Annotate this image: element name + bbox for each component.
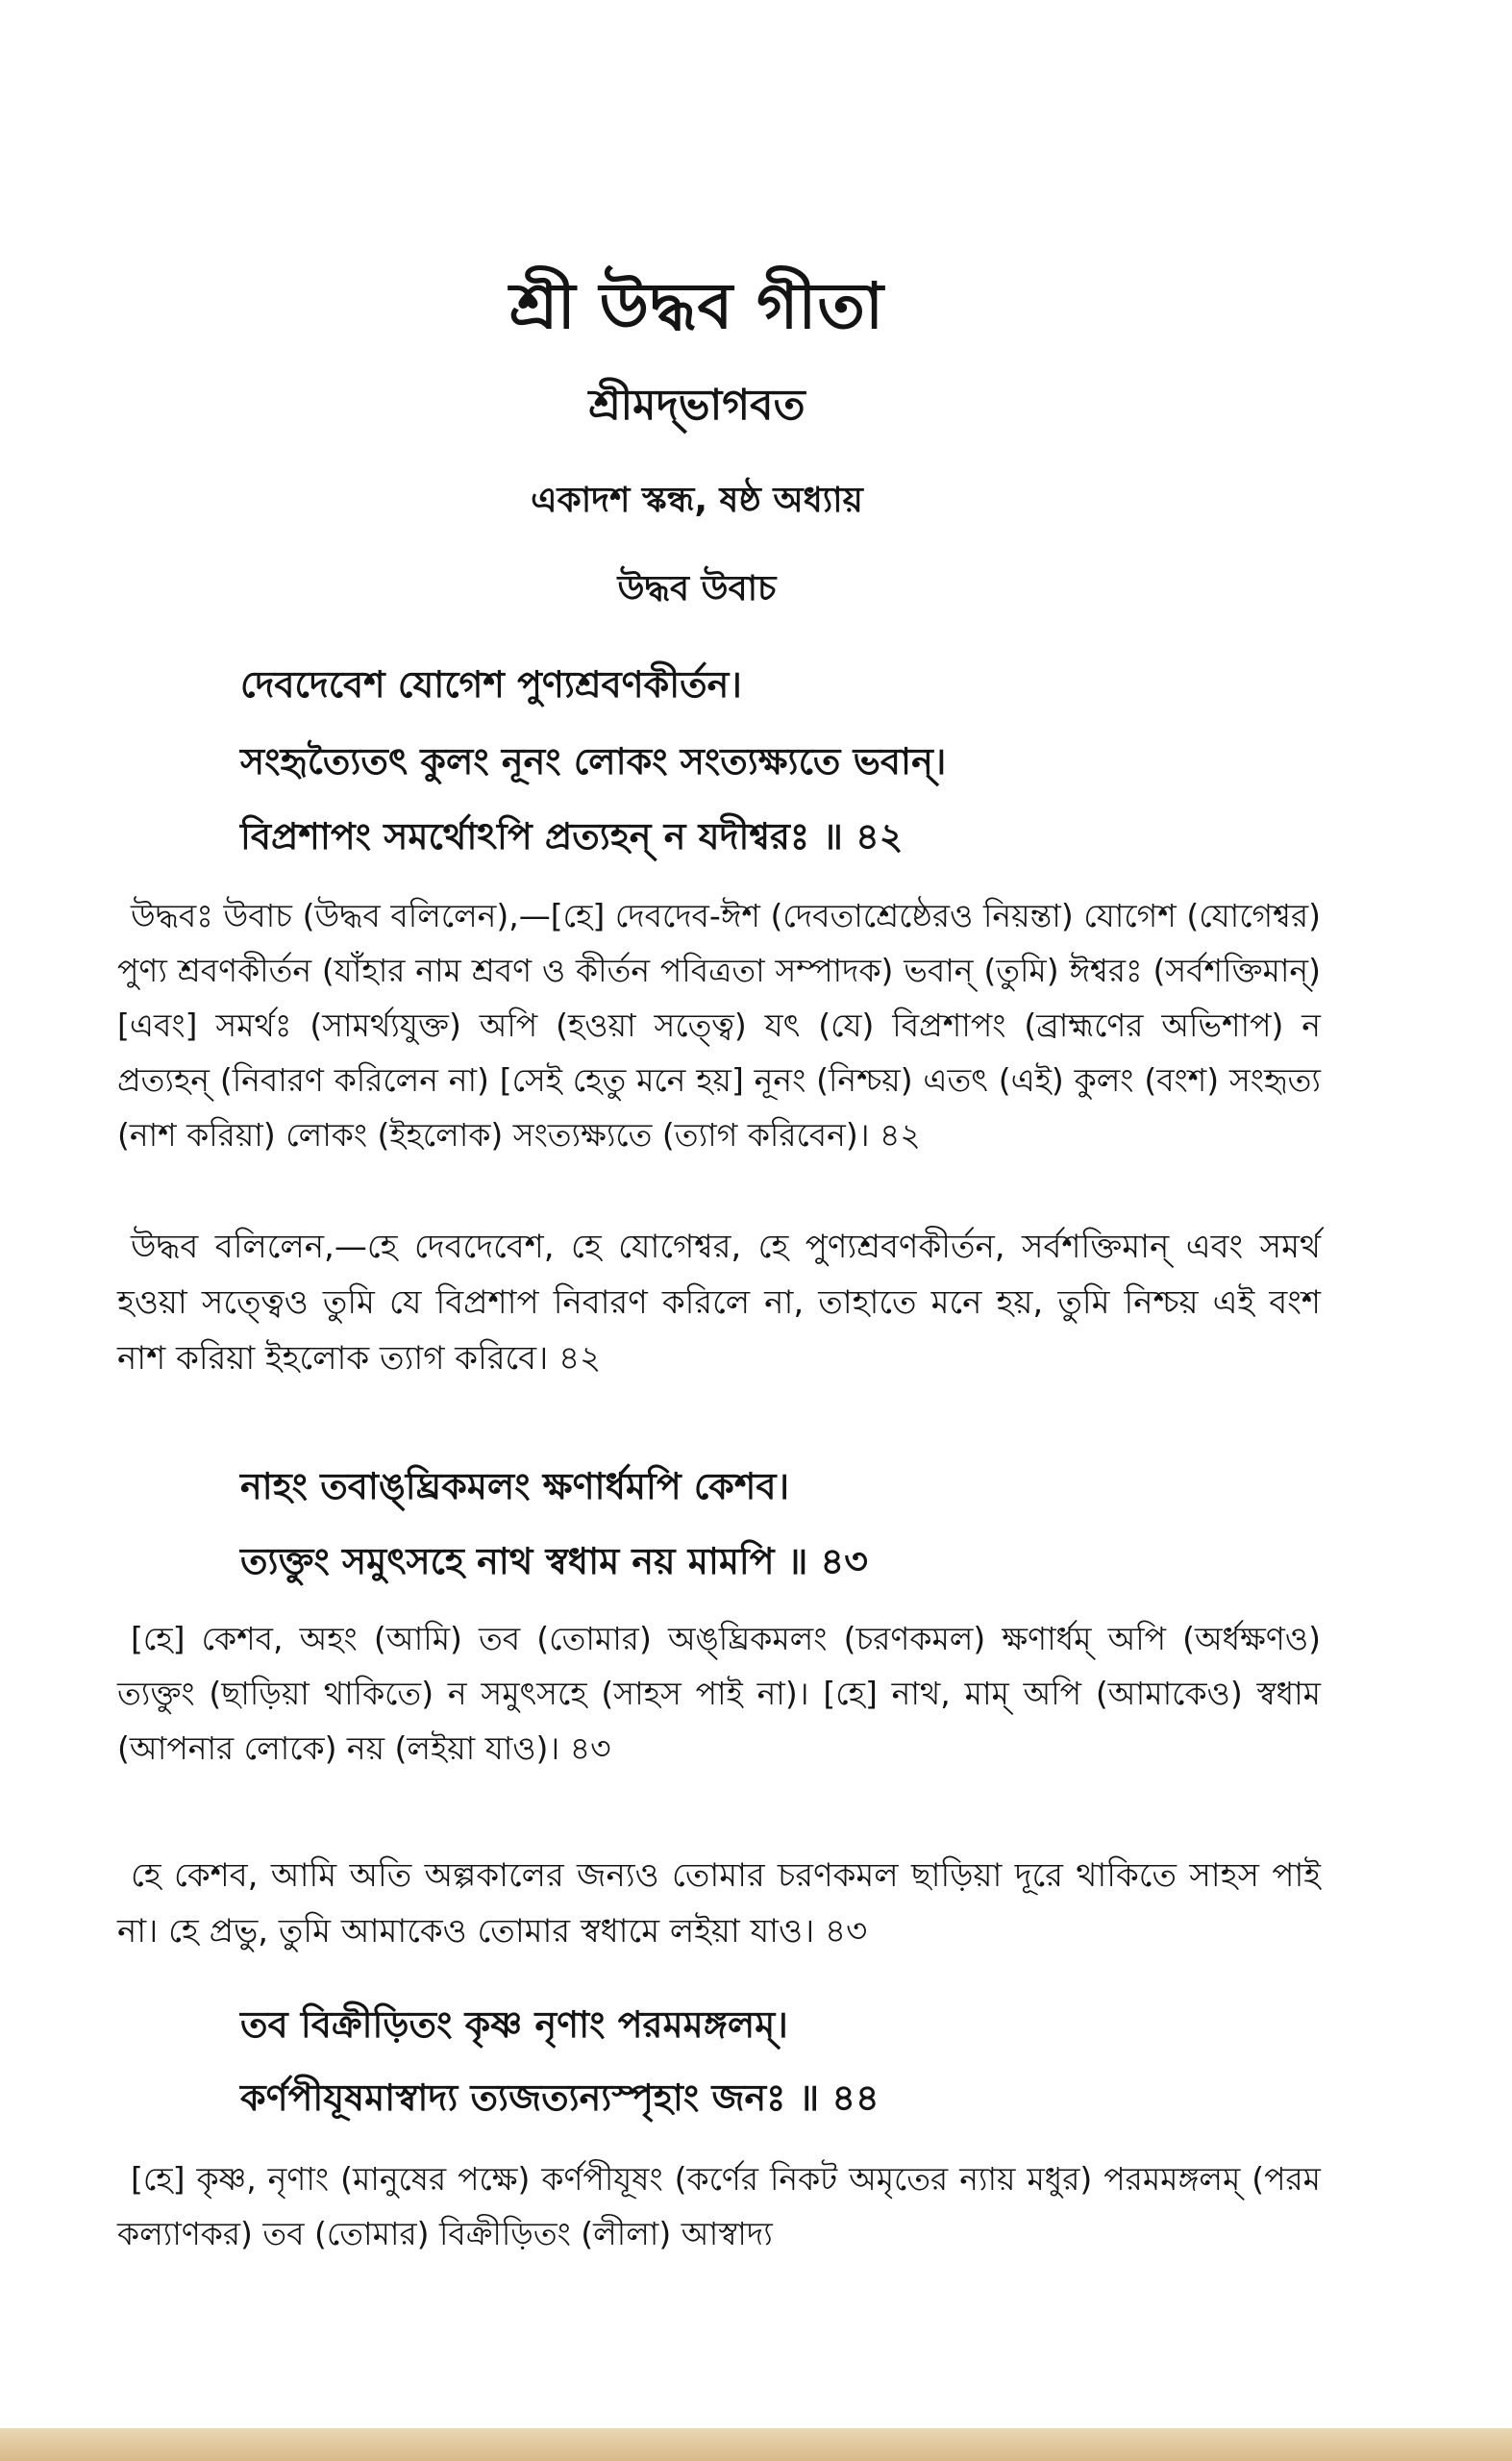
speaker-heading: উদ্ধব উবাচ [617, 569, 777, 609]
verse-42-line-1: দেবদেবেশ যোগেশ পুণ্যশ্রবণকীর্তন। [240, 663, 742, 706]
verse-44-gloss: [হে] কৃষ্ণ, নৃণাং (মানুষের পক্ষে) কর্ণপীযূষং (কর্ণের নিকট অমৃতের ন্যায় মধুর) পরমমঙ্গলম্‌ (পরম কল্যাণকর) তব (তোমার) বিক্রীড়িতং (লীলা) আস্বাদ্য [117, 2160, 1321, 2252]
verse-42-gloss: উদ্ধবঃ উবাচ (উদ্ধব বলিলেন),—[হে] দেবদেব-ঈশ (দেবতাশ্রেষ্ঠেরও নিয়ন্তা) যোগেশ (যোগেশ্বর) পুণ্য শ্রবণকীর্তন (যাঁহার নাম শ্রবণ ও কীর্তন পবিত্রতা সম্পাদক) ভবান্‌ (তুমি) ঈশ্বরঃ (সর্বশক্তিমান্‌) [এবং] সমর্থঃ (সামর্থ্যযুক্ত) অপি (হওয়া সত্ত্বে) যৎ (যে) বিপ্রশাপং (ব্রাহ্মণের অভিশাপ) ন প্রত্যহন্‌ (নিবারণ করিলেন না) [সেই হেতু মনে হয়] নূনং (নিশ্চয়) এতৎ (এই) কুলং (বংশ) সংহৃত্য (নাশ করিয়া) লোকং (ইহলোক) সংত্যক্ষ্যতে (ত্যাগ করিবেন)। ৪২ [117, 897, 1321, 1154]
verse-43-translation: হে কেশব, আমি অতি অল্পকালের জন্যও তোমার চরণকমল ছাড়িয়া দূরে থাকিতে সাহস পাই না। হে প্রভু, তুমি আমাকেও তোমার স্বধামে লইয়া যাও। ৪৩ [117, 1856, 1321, 1951]
page-subtitle: শ্রীমদ্‌ভাগবত [588, 381, 806, 430]
chapter-heading: একাদশ স্কন্ধ, ষষ্ঠ অধ্যায় [531, 481, 863, 520]
verse-44-line-1: তব বিক্রীড়িতং কৃষ্ণ নৃণাং পরমমঙ্গলম্‌। [240, 2003, 788, 2046]
verse-43-line-1: নাহং তবাঙ্‌ঘ্রিকমলং ক্ষণার্ধমপি কেশব। [240, 1465, 790, 1507]
verse-42-translation: উদ্ধব বলিলেন,—হে দেবদেবেশ, হে যোগেশ্বর, হে পুণ্যশ্রবণকীর্তন, সর্বশক্তিমান্‌ এবং সমর্থ হওয়া সত্ত্বেও তুমি যে বিপ্রশাপ নিবারণ করিলে না, তাহাতে মনে হয়, তুমি নিশ্চয় এই বংশ নাশ করিয়া ইহলোক ত্যাগ করিবে। ৪২ [117, 1228, 1321, 1378]
page-title: শ্রী উদ্ধব গীতা [509, 269, 884, 343]
verse-43-line-2: ত্যক্তুং সমুৎসহে নাথ স্বধাম নয় মামপি ॥ ৪৩ [240, 1540, 868, 1582]
verse-42-line-3: বিপ্রশাপং সমর্থোঽপি প্রত্যহন্‌ ন যদীশ্বরঃ ॥ ৪২ [240, 815, 904, 858]
page-bottom-edge [0, 2428, 1512, 2461]
verse-42-line-2: সংহৃত্যৈতৎ কুলং নূনং লোকং সংত্যক্ষ্যতে ভবান্‌। [240, 740, 947, 783]
verse-44-line-2: কর্ণপীযূষমাস্বাদ্য ত্যজত্যন্যস্পৃহাং জনঃ ॥ ৪৪ [240, 2076, 880, 2119]
verse-43-gloss: [হে] কেশব, অহং (আমি) তব (তোমার) অঙ্‌ঘ্রিকমলং (চরণকমল) ক্ষণার্ধম্‌ অপি (অর্ধক্ষণও) ত্যক্তুং (ছাড়িয়া থাকিতে) ন সমুৎসহে (সাহস পাই না)। [হে] নাথ, মাম্‌ অপি (আমাকেও) স্বধাম (আপনার লোকে) নয় (লইয়া যাও)। ৪৩ [117, 1620, 1321, 1767]
